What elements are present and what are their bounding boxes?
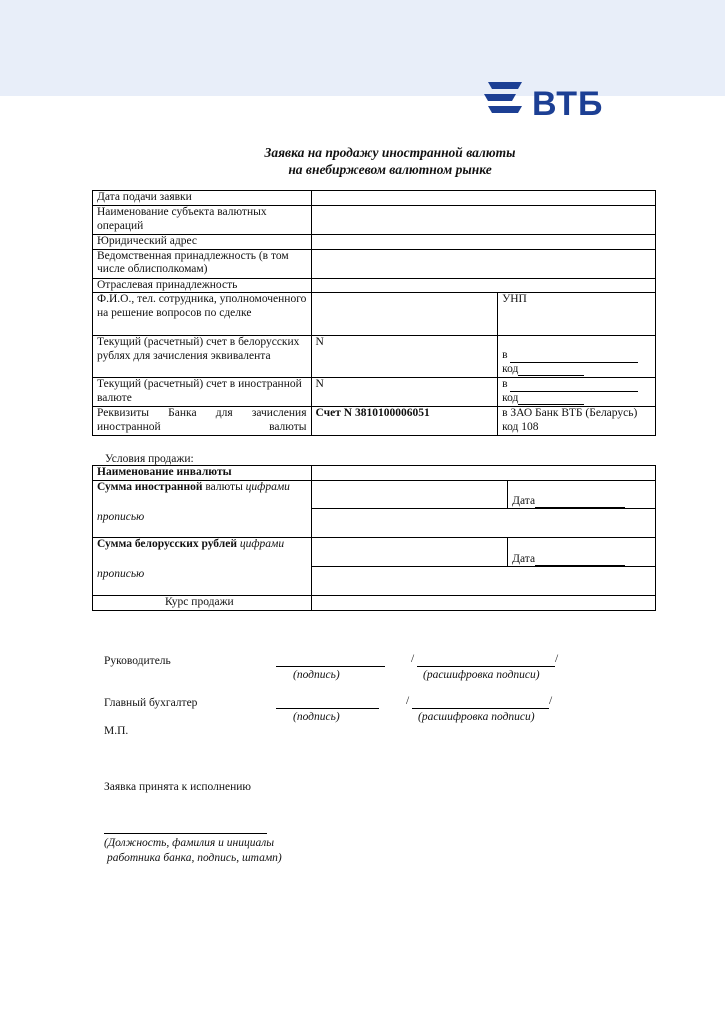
field-foreign-date[interactable] (508, 481, 656, 509)
label-rate: Курс продажи (93, 596, 312, 611)
accepted-label: Заявка принята к исполнению (104, 781, 251, 793)
foreign-sum-plain: валюты (202, 481, 246, 493)
label-address: Юридический адрес (93, 235, 312, 250)
head-decode-caption: (расшифровка подписи) (423, 669, 540, 681)
byr-sum-bold: Сумма белорусских рублей (97, 538, 237, 550)
label-entity: Наименование субъекта валютных операций (93, 206, 312, 235)
bank-name-code: в ЗАО Банк ВТБ (Беларусь) код 108 (498, 407, 656, 436)
vtb-logo-icon (482, 80, 524, 116)
field-date[interactable] (311, 191, 656, 206)
field-rate[interactable] (311, 596, 655, 611)
accountant-decode-caption: (расшифровка подписи) (418, 711, 535, 723)
sale-conditions-heading: Условия продажи: (105, 453, 194, 465)
slash: / (411, 653, 415, 665)
n-label: N (315, 378, 324, 390)
field-foreign-sum-digits[interactable] (311, 481, 507, 509)
label-byr-account: Текущий (расчетный) счет в белорусских рублях для зачисления эквивалента (93, 336, 312, 378)
label-contact-person: Ф.И.О., тел. сотрудника, уполномоченного на решение вопросов по сделке (93, 293, 312, 336)
head-decode-line[interactable] (417, 666, 555, 667)
table-row (93, 407, 656, 436)
sale-table (92, 465, 656, 611)
field-byr-account-bank[interactable] (498, 336, 656, 378)
page-subtitle: на внебиржевом валютном рынке (288, 162, 492, 177)
page-title: Заявка на продажу иностранной валюты (264, 145, 516, 160)
table-row (93, 235, 656, 250)
code-label: код (502, 391, 519, 404)
accountant-decode-line[interactable] (412, 708, 549, 709)
date-label: Дата (512, 494, 536, 507)
field-contact-person[interactable] (311, 293, 498, 336)
table-row (93, 278, 656, 293)
field-byr-sum-words[interactable] (311, 567, 655, 596)
table-row (93, 206, 656, 235)
bank-employee-caption-2: работника банка, подпись, штамп) (107, 852, 282, 864)
field-unp[interactable] (498, 293, 656, 336)
table-row (93, 466, 656, 481)
code-blank[interactable] (518, 404, 584, 405)
field-foreign-sum-words[interactable] (311, 509, 655, 538)
slash: / (549, 695, 553, 707)
table-row (93, 596, 656, 611)
in-label: в (502, 349, 508, 361)
slash: / (555, 653, 559, 665)
stamp-label: М.П. (104, 725, 129, 737)
date-blank[interactable] (535, 507, 625, 508)
field-address[interactable] (311, 235, 656, 250)
slash: / (406, 695, 410, 707)
unp-label: УНП (502, 293, 527, 305)
code-label: код (502, 362, 519, 375)
head-signature-caption: (подпись) (293, 669, 340, 681)
label-bank-details: Реквизиты Банка для зачисления иностранной валюты (93, 407, 312, 436)
head-label: Руководитель (104, 655, 171, 667)
label-currency-name: Наименование инвалюты (93, 466, 312, 481)
label-date: Дата подачи заявки (93, 191, 312, 206)
field-entity[interactable] (311, 206, 656, 235)
label-industry: Отраслевая принадлежность (93, 278, 312, 293)
n-label: N (315, 336, 324, 348)
head-signature-line[interactable] (276, 666, 385, 667)
field-industry[interactable] (311, 278, 656, 293)
foreign-sum-bold: Сумма иностранной (97, 481, 203, 493)
table-row (93, 481, 656, 509)
bank-account-number: Счет N 3810100006051 (311, 407, 498, 436)
field-fx-account-bank[interactable] (498, 378, 656, 407)
logo-text: ВТБ (532, 85, 604, 123)
field-byr-date[interactable] (508, 538, 656, 567)
label-fx-account: Текущий (расчетный) счет в иностранной валюте (93, 378, 312, 407)
accountant-signature-line[interactable] (276, 708, 379, 709)
field-fx-account-number[interactable] (311, 378, 498, 407)
table-row (93, 538, 656, 567)
table-row (93, 336, 656, 378)
byr-in-words-label: прописью (97, 568, 145, 580)
table-row (93, 191, 656, 206)
label-foreign-sum (93, 481, 312, 538)
date-label: Дата (512, 552, 536, 565)
foreign-in-words-label: прописью (97, 511, 145, 523)
code-blank[interactable] (518, 375, 584, 376)
applicant-table (92, 190, 656, 436)
table-row (93, 249, 656, 278)
field-byr-sum-digits[interactable] (311, 538, 507, 567)
field-byr-account-number[interactable] (311, 336, 498, 378)
field-affiliation[interactable] (311, 249, 656, 278)
bank-employee-caption-1: (Должность, фамилия и инициалы (104, 837, 275, 849)
label-byr-sum (93, 538, 312, 596)
table-row (93, 378, 656, 407)
in-label: в (502, 378, 508, 390)
vtb-logo (482, 80, 622, 130)
foreign-sum-digits: цифрами (245, 481, 290, 493)
field-currency-name[interactable] (311, 466, 655, 481)
accountant-signature-caption: (подпись) (293, 711, 340, 723)
label-affiliation: Ведомственная принадлежность (в том числе облисполкомам) (93, 249, 312, 278)
bank-employee-line[interactable] (104, 833, 267, 834)
byr-sum-digits: цифрами (236, 538, 285, 550)
date-blank[interactable] (535, 565, 625, 566)
table-row (93, 293, 656, 336)
accountant-label: Главный бухгалтер (104, 697, 198, 709)
